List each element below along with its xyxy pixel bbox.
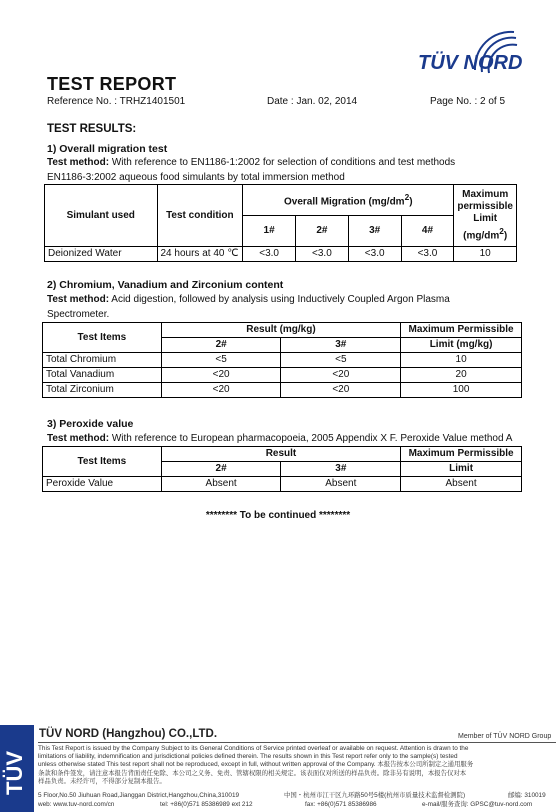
section3-heading: 3) Peroxide value [47,418,134,430]
section1-method: Test method: With reference to EN1186-1:2002 for selection of conditions and test methods [47,157,456,168]
item-cell: Total Chromium [43,353,162,368]
col-max-limit: Maximum permissible Limit $(mg/dm^2)$ [454,185,517,247]
limit-cell: 20 [401,368,522,383]
footer-divider [38,742,556,743]
value-cell: <20 [161,368,281,383]
value-cell: <5 [161,353,281,368]
footer-web[interactable]: web: www.tuv-nord.com/cn [38,801,115,808]
value-cell: <20 [161,383,281,398]
sample-header: 2# [161,338,281,353]
sample-header: 2# [161,462,281,477]
value-cell: <20 [281,383,401,398]
sample-header: 3# [281,462,401,477]
value-cell: <3.0 [401,247,454,262]
to-be-continued: ******** To be continued ******** [205,510,351,521]
report-date: Date : Jan. 02, 2014 [267,96,358,107]
value-cell: <20 [281,368,401,383]
table-row [43,383,522,398]
footer-postal: 邮编: 310019 [508,792,546,799]
peroxide-table [42,446,522,492]
metals-table [42,322,522,398]
simulant-cell: Deionized Water [45,247,158,262]
col-result: Result (mg/kg) [161,323,400,338]
sample-header: 3# [348,216,401,247]
tuv-mark-text: TÜV [2,751,27,795]
limit-cell: Absent [401,477,522,492]
sample-header: 2# [296,216,349,247]
section1-method-line2: EN1186-3:2002 aqueous food simulants by total immersion method [47,172,345,183]
table-row [43,353,522,368]
value-cell: <3.0 [296,247,349,262]
section2-method: Test method: Acid digestion, followed by analysis using Inductively Coupled Argon Plasma [47,294,450,305]
footer-tel: tel: +86(0)571 85386989 ext 212 [160,801,253,808]
col-max-limit: Maximum Permissible [401,447,522,462]
value-cell: Absent [281,477,401,492]
section2-method-line2: Spectrometer. [47,309,110,320]
value-cell: Absent [161,477,281,492]
condition-cell: 24 hours at 40 ℃ [157,247,243,262]
col-test-items: Test Items [43,323,162,353]
col-overall-migration: Overall Migration $(mg/dm^2)$ [243,185,454,216]
page-title: TEST REPORT [47,74,177,94]
member-group: Member of TÜV NORD Group [458,733,552,740]
col-max-limit-unit: Limit (mg/kg) [401,338,522,353]
tuv-nord-logo: TÜV NORD [418,52,522,75]
value-cell: <3.0 [348,247,401,262]
reference-number: Reference No. : TRHZ1401501 [47,96,186,107]
page-number: Page No. : 2 of 5 [430,96,506,107]
col-result: Result [161,447,400,462]
sample-header: 4# [401,216,454,247]
limit-cell: 10 [454,247,517,262]
footer-email[interactable]: e-mail/服务查询: GPSC@tuv-nord.com [422,801,533,808]
migration-table [44,184,517,262]
results-heading: TEST RESULTS: [47,123,137,135]
footer-address-en: 5 Floor,No.50 Jiuhuan Road,Jianggan District,Hangzhou,China,310019 [38,792,240,799]
footer-fax: fax: +86(0)571 85386986 [305,801,377,808]
table-row [43,477,522,492]
col-simulant: Simulant used [45,185,158,247]
section3-method: Test method: With reference to European pharmacopoeia, 2005 Appendix X F. Peroxide Value method A [47,433,513,444]
table-row [45,247,517,262]
item-cell: Peroxide Value [43,477,162,492]
limit-cell: 100 [401,383,522,398]
item-cell: Total Zirconium [43,383,162,398]
section1-heading: 1) Overall migration test [47,143,168,155]
value-cell: <5 [281,353,401,368]
col-max-limit: Maximum Permissible [401,323,522,338]
company-name: TÜV NORD (Hangzhou) CO.,LTD. [39,728,218,740]
sample-header: 3# [281,338,401,353]
item-cell: Total Vanadium [43,368,162,383]
col-max-limit-unit: Limit [401,462,522,477]
col-test-items: Test Items [43,447,162,477]
col-condition: Test condition [157,185,243,247]
footer-address-cn: 中国・杭州市江干区九环路50号5楼(杭州市质量技术监督检测院) [284,792,466,799]
tuv-side-mark [0,725,34,812]
footer-disclaimer: This Test Report is issued by the Company Subject to its General Conditions of Service printed overleaf or available on request. Attention is drawn to the limitations of liability, indemnification and jurisdictional policies defined therein. The results shown in this Test report refer only to the sample(s) tested unless otherwise stated This test report shall not be reproduced, except in full, without written approval of the Company. 本报告按本公司所制定之通用服务 条款和条件签发，请注意本报告背面责任免除、本公司之义务、免责、管辖权限的相关规定。该表面仅对所送的样品负责。除非另有说明，本报告仅对本 样品负责。未经许可，不得部分复制本报告。 [38,745,474,785]
limit-cell: 10 [401,353,522,368]
value-cell: <3.0 [243,247,296,262]
sample-header: 1# [243,216,296,247]
section2-heading: 2) Chromium, Vanadium and Zirconium content [47,279,284,291]
table-row [43,368,522,383]
